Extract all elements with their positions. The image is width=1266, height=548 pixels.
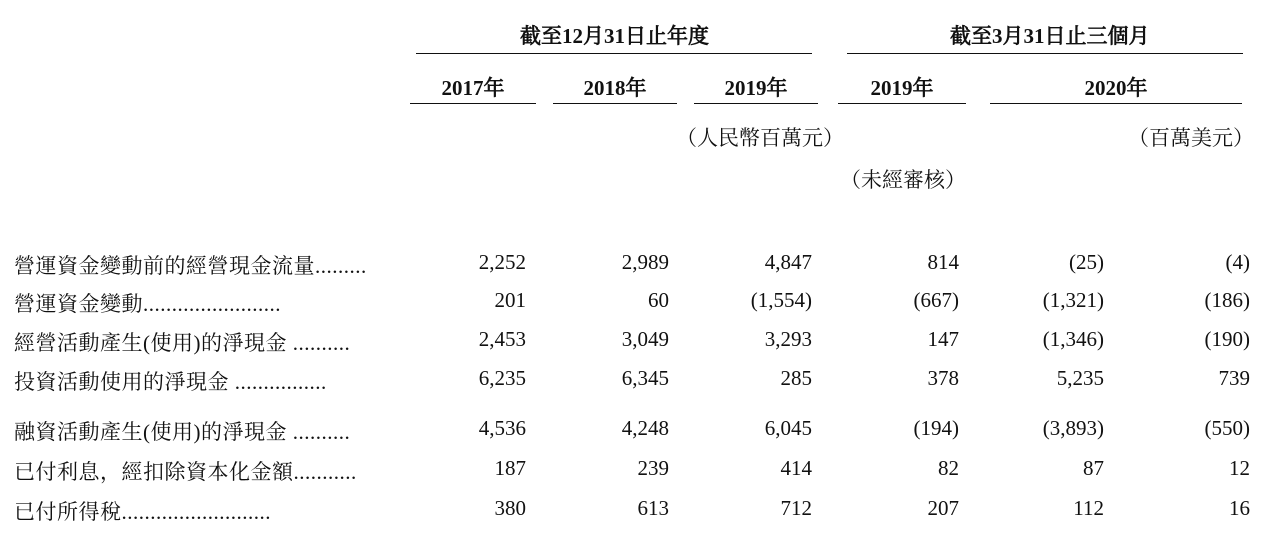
cell-value: 380	[494, 496, 526, 520]
cell-value: 414	[780, 456, 812, 480]
cell-value: 613	[637, 496, 669, 520]
cell-value: 4,248	[621, 416, 669, 440]
year-underline-2019-annual	[694, 103, 818, 104]
quarter-period-header: 截至3月31日止三個月	[950, 24, 1150, 48]
cell-value: (550)	[1204, 416, 1250, 440]
cell-value: (667)	[913, 288, 959, 312]
annual-header-underline	[416, 53, 812, 54]
cell-value: (186)	[1204, 288, 1250, 312]
cell-value: 739	[1218, 366, 1250, 390]
year-underline-2019-quarter	[838, 103, 966, 104]
cell-value: 12	[1229, 456, 1250, 480]
cell-value: 2,989	[621, 250, 669, 274]
unit-usd-label: （百萬美元）	[1128, 126, 1254, 150]
cell-value: 147	[927, 327, 959, 351]
cell-value: 60	[648, 288, 669, 312]
row-label: 營運資金變動........................	[14, 292, 281, 316]
row-label: 投資活動使用的淨現金 ................	[14, 370, 327, 394]
year-underline-2020	[990, 103, 1242, 104]
row-label: 經營活動產生(使用)的淨現金 ..........	[14, 331, 351, 355]
row-label: 已付所得稅..........................	[14, 500, 271, 524]
cell-value: (4)	[1225, 250, 1250, 274]
cell-value: 2,252	[478, 250, 526, 274]
unit-rmb-label: （人民幣百萬元）	[676, 126, 844, 150]
cell-value: 3,049	[621, 327, 669, 351]
cell-value: 2,453	[478, 327, 526, 351]
cell-value: 712	[780, 496, 812, 520]
year-header-2020: 2020年	[1084, 76, 1148, 100]
row-label: 已付利息，經扣除資本化金額...........	[14, 460, 357, 484]
row-label: 營運資金變動前的經營現金流量.........	[14, 254, 367, 278]
unaudited-label: （未經審核）	[840, 168, 966, 192]
cell-value: (1,321)	[1042, 288, 1104, 312]
year-header-2017: 2017年	[441, 76, 505, 100]
year-header-2019-annual: 2019年	[724, 76, 788, 100]
cell-value: 4,847	[764, 250, 812, 274]
year-header-2018: 2018年	[583, 76, 647, 100]
year-header-2019-quarter: 2019年	[870, 76, 934, 100]
cell-value: (1,346)	[1042, 327, 1104, 351]
cell-value: 16	[1229, 496, 1250, 520]
cell-value: 378	[927, 366, 959, 390]
cell-value: 6,345	[621, 366, 669, 390]
cell-value: 87	[1083, 456, 1104, 480]
cell-value: (194)	[913, 416, 959, 440]
quarter-header-underline	[847, 53, 1243, 54]
cell-value: 112	[1073, 496, 1104, 520]
cell-value: 201	[494, 288, 526, 312]
cell-value: (25)	[1069, 250, 1104, 274]
cell-value: 6,045	[764, 416, 812, 440]
cell-value: 3,293	[764, 327, 812, 351]
cell-value: (1,554)	[750, 288, 812, 312]
cell-value: 187	[494, 456, 526, 480]
cell-value: (190)	[1204, 327, 1250, 351]
cell-value: 207	[927, 496, 959, 520]
cell-value: 5,235	[1056, 366, 1104, 390]
cell-value: 814	[927, 250, 959, 274]
annual-period-header: 截至12月31日止年度	[520, 24, 709, 48]
cell-value: 285	[780, 366, 812, 390]
cell-value: (3,893)	[1042, 416, 1104, 440]
cell-value: 82	[938, 456, 959, 480]
cell-value: 6,235	[478, 366, 526, 390]
row-label: 融資活動產生(使用)的淨現金 ..........	[14, 420, 351, 444]
year-underline-2017	[410, 103, 536, 104]
year-underline-2018	[553, 103, 677, 104]
cell-value: 4,536	[478, 416, 526, 440]
cell-value: 239	[637, 456, 669, 480]
